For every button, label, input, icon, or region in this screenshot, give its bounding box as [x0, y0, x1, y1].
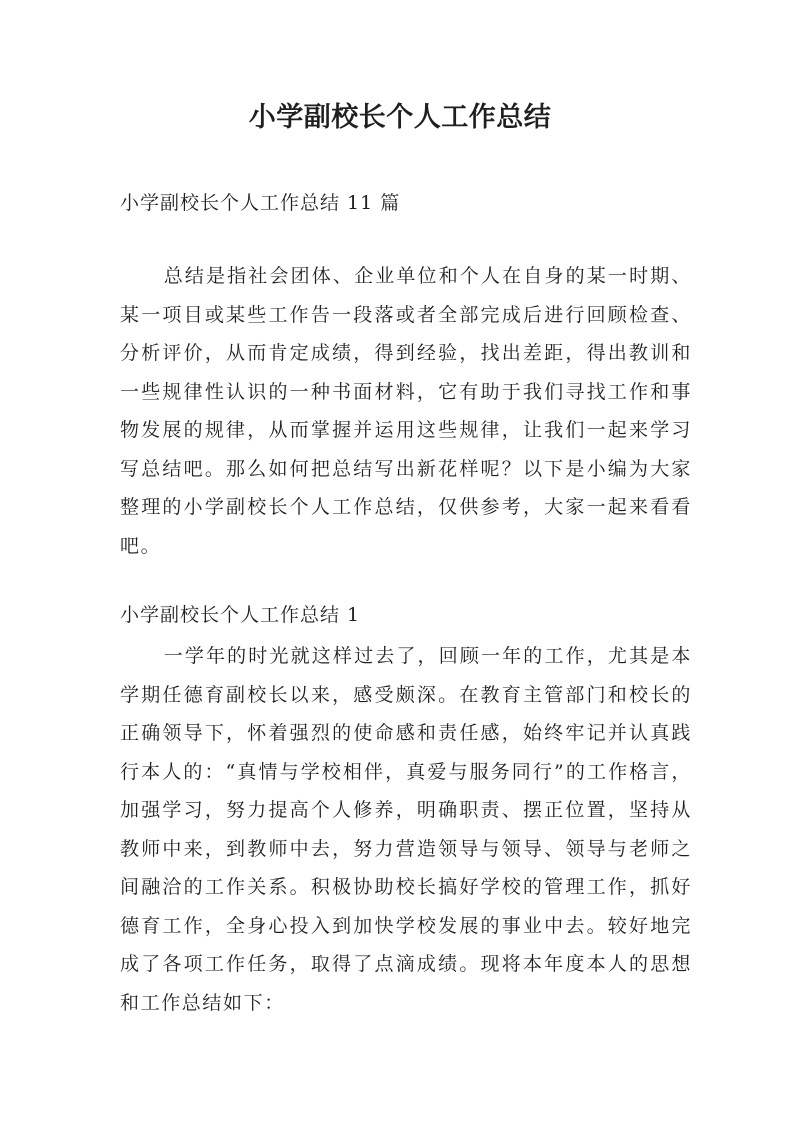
section-heading: 小学副校长个人工作总结 1	[120, 604, 361, 626]
intro-paragraph: 总结是指社会团体、企业单位和个人在自身的某一时期、某一项目或某些工作告一段落或者全部完成后进行回顾检查、分析评价，从而肯定成绩，得到经验，找出差距，得出教训和一些规律性认识的一种书面材料，它有助于我们寻找工作和事物发展的规律，从而掌握并运用这些规律，让我们一起来学习写总结吧。那么如何把总结写出新花样呢？以下是小编为大家整理的小学副校长个人工作总结，仅供参考，大家一起来看看吧。	[120, 265, 692, 557]
document-title: 小学副校长个人工作总结	[248, 102, 552, 133]
document-subtitle: 小学副校长个人工作总结 11 篇	[120, 192, 401, 214]
section-body-paragraph: 一学年的时光就这样过去了，回顾一年的工作，尤其是本学期任德育副校长以来，感受颇深。在教育主管部门和校长的正确领导下，怀着强烈的使命感和责任感，始终牢记并认真践行本人的：“真情与学校相伴，真爱与服务同行”的工作格言，加强学习，努力提高个人修养，明确职责、摆正位置，坚持从教师中来，到教师中去，努力营造领导与领导、领导与老师之间融洽的工作关系。积极协助校长搞好学校的管理工作，抓好德育工作，全身心投入到加快学校发展的事业中去。较好地完成了各项工作任务，取得了点滴成绩。现将本年度本人的思想和工作总结如下：	[120, 645, 692, 1014]
